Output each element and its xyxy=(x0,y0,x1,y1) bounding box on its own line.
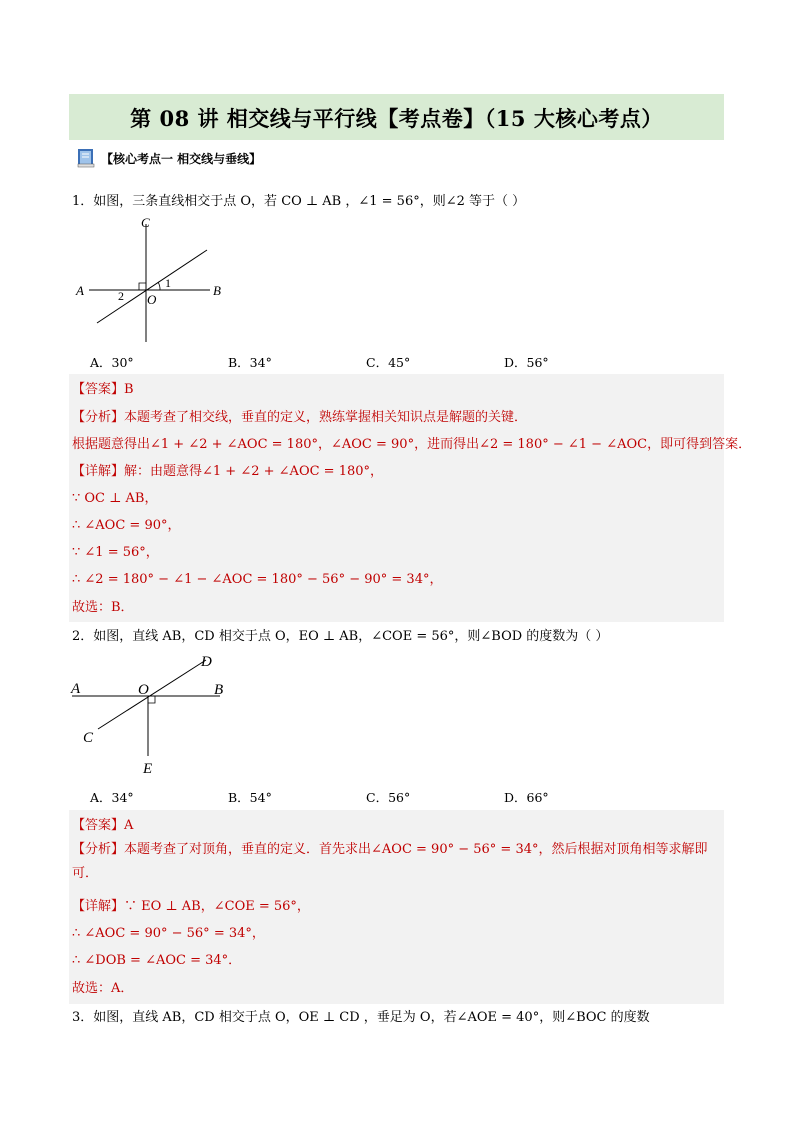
fig1-label-2: 2 xyxy=(118,289,124,303)
q2-option-d[interactable]: D．66° xyxy=(504,790,549,805)
q1-analysis-tag: 【分析】 xyxy=(72,410,125,425)
q2-detail-3: 故选：A． xyxy=(72,981,134,996)
q1-analysis-2: 根据题意得出∠1 + ∠2 + ∠AOC = 180°，∠AOC = 90°，进而得出∠2 = 180° − ∠1 − ∠AOC，即可得到答案． xyxy=(72,437,752,452)
q1-answer-tag: 【答案】 xyxy=(72,382,125,397)
q1-detail-line-0 xyxy=(72,460,383,479)
question-1-stem: 1．如图，三条直线相交于点 O，若 CO ⊥ AB ，∠1 = 56°，则∠2 等于（ ） xyxy=(72,194,526,209)
fig2-label-C: C xyxy=(83,730,94,746)
q1-analysis: 本题考查了相交线，垂直的定义，熟练掌握相关知识点是解题的关键． xyxy=(124,410,528,425)
fig1-label-O: O xyxy=(147,292,157,307)
title-banner xyxy=(69,94,724,140)
q1-detail-4: ∴ ∠2 = 180° − ∠1 − ∠AOC = 180° − 56° − 90° = 34°， xyxy=(72,572,443,587)
question-3-stem: 3．如图，直线 AB，CD 相交于点 O，OE ⊥ CD ，垂足为 O，若∠AOE = 40°，则∠BOC 的度数 xyxy=(72,1010,650,1025)
q2-analysis: 本题考查了对顶角，垂直的定义．首先求出∠AOC = 90° − 56° = 34°，然后根据对顶角相等求解即可． xyxy=(72,842,708,881)
q2-option-a[interactable]: A．34° xyxy=(90,790,134,805)
q2-option-c[interactable]: C．56° xyxy=(366,790,411,805)
fig1-label-B: B xyxy=(213,283,221,298)
question-1-options xyxy=(90,353,642,371)
q1-detail-3: ∵ ∠1 = 56°， xyxy=(72,545,159,560)
q2-analysis-line xyxy=(72,838,722,886)
q1-detail-1: ∵ OC ⊥ AB， xyxy=(72,491,158,506)
q1-detail-0: 解：由题意得∠1 + ∠2 + ∠AOC = 180°， xyxy=(124,464,384,479)
q1-analysis-line xyxy=(72,406,527,425)
question-2-figure xyxy=(68,648,243,783)
q2-detail-line-0 xyxy=(72,895,310,914)
q1-option-b[interactable]: B．34° xyxy=(228,355,272,370)
q1-detail-tag: 【详解】 xyxy=(72,464,125,479)
q2-option-b[interactable]: B．54° xyxy=(228,790,272,805)
q1-answer: B xyxy=(124,382,134,397)
q2-answer: A xyxy=(124,818,134,833)
q1-detail-5: 故选：B． xyxy=(72,600,134,615)
fig2-label-B: B xyxy=(214,682,224,698)
fig2-label-A: A xyxy=(71,681,81,697)
q2-detail-1: ∴ ∠AOC = 90° − 56° = 34°， xyxy=(72,926,265,941)
page-title: 第 08 讲 相交线与平行线【考点卷】（15 大核心考点） xyxy=(130,106,663,131)
fig2-label-E: E xyxy=(143,761,153,777)
q1-option-a[interactable]: A．30° xyxy=(90,355,134,370)
q2-answer-tag: 【答案】 xyxy=(72,818,125,833)
fig2-label-O: O xyxy=(138,682,149,698)
question-2-stem: 2．如图，直线 AB，CD 相交于点 O，EO ⊥ AB，∠COE = 56°，则∠BOD 的度数为（ ） xyxy=(72,629,609,644)
fig1-label-C: C xyxy=(141,215,150,230)
q2-answer-line xyxy=(72,814,133,833)
fig1-label-1: 1 xyxy=(165,276,171,290)
q1-detail-2: ∴ ∠AOC = 90°， xyxy=(72,518,181,533)
q2-detail-0: ∵ EO ⊥ AB，∠COE = 56°， xyxy=(124,899,310,914)
q1-option-d[interactable]: D．56° xyxy=(504,355,549,370)
section-header xyxy=(75,146,261,170)
section-label: 【核心考点一 相交线与垂线】 xyxy=(101,151,262,166)
book-icon xyxy=(75,147,97,169)
q1-option-c[interactable]: C．45° xyxy=(366,355,411,370)
q2-analysis-tag: 【分析】 xyxy=(72,842,125,857)
q1-answer-line xyxy=(72,378,134,397)
fig2-label-D: D xyxy=(201,654,212,670)
q2-detail-tag: 【详解】 xyxy=(72,899,125,914)
q2-detail-2: ∴ ∠DOB = ∠AOC = 34°． xyxy=(72,953,242,968)
fig1-label-A: A xyxy=(76,283,84,298)
question-2-options xyxy=(90,788,642,806)
question-1-figure xyxy=(72,212,232,347)
